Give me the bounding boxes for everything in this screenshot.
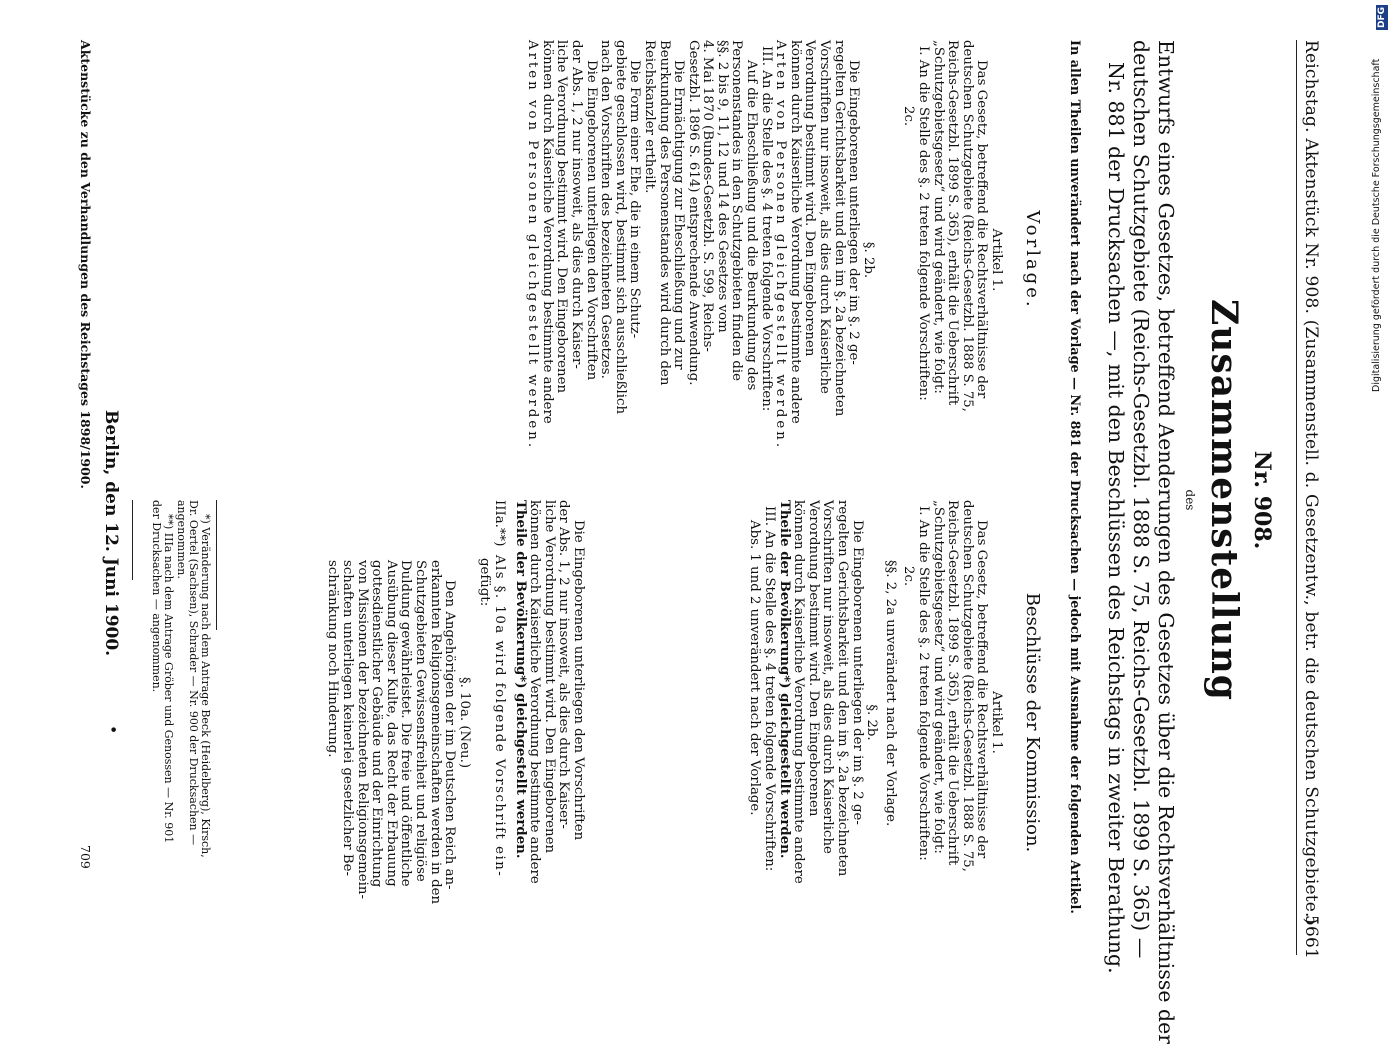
text-line: 2c. <box>901 106 917 127</box>
signature-rule <box>132 500 133 580</box>
intro-line: deutschen Schutzgebiete (Reichs-Gesetzbl. 1888 S. 75, Reichs-Gesetzbl. 1899 S. 365) — <box>1129 40 1153 959</box>
text-line: regelten Gerichtsbarkeit und den im §. 2a bezeichneten <box>835 500 851 877</box>
footnote-line: *) Veränderung nach dem Antrage Beck (Heidelberg), Kirsch, <box>199 514 212 858</box>
text-line: Die Eingeborenen unterliegen den Vorschriften <box>583 60 599 381</box>
page-number: 5661 <box>1301 915 1321 960</box>
text-line: schränkung noch Hinderung. <box>325 560 341 758</box>
text-line: gebiete geschlossen wird, bestimmt sich ausschließlich <box>612 40 628 415</box>
text-line: regelten Gerichtsbarkeit und den im §. 2a bezeichneten <box>831 40 847 417</box>
text-line: der Abs. 1, 2 nur insoweit, als dies durch Kaiser- <box>568 40 584 369</box>
left-column-heading: Vorlage. <box>1022 210 1043 310</box>
paragraph-heading: §. 2b. <box>864 704 880 741</box>
text-line: I. An die Stelle des §. 2 treten folgende Vorschriften: <box>916 46 932 401</box>
text-line: „Schutzgebietsgesetz“ und wird geändert, wie folgt: <box>930 500 946 854</box>
text-line: können durch Kaiserliche Verordnung bestimmte andere <box>527 500 543 884</box>
paragraph-heading: §. 2b. <box>860 241 876 279</box>
text-line: Arten von Personen gleichgestellt werden. <box>525 40 541 451</box>
text-line: Verordnung bestimmt wird. Den Eingeborenen <box>805 500 821 817</box>
text-line: 2c. <box>901 566 917 587</box>
footer-citation: Aktenstücke zu den Verhandlungen des Reichstages 1898/1900. <box>78 40 93 489</box>
text-line: Die Eingeborenen unterliegen der im §. 2 ge- <box>846 60 862 365</box>
text-line: Abs. 1 und 2 unverändert nach der Vorlage. <box>747 520 763 816</box>
digitisation-text: Digitalisierung gefördert durch die Deutsche Forschungsgemeinschaft <box>1371 58 1382 392</box>
text-line: Beurkundung des Personenstandes wird durch den <box>656 40 672 386</box>
running-header: Reichstag. Aktenstück Nr. 908. (Zusammenstell. d. Gesetzentw., betr. die deutschen Schutzgebiete.) <box>1301 40 1321 925</box>
text-line: Verordnung bestimmt wird. Den Eingeborenen <box>802 40 818 357</box>
text-line: der Abs. 1, 2 nur insoweit, als dies durch Kaiser- <box>556 500 572 829</box>
footer-page: 709 <box>78 845 93 869</box>
digitisation-note <box>1371 59 1382 392</box>
text-line: Das Gesetz, betreffend die Rechtsverhältnisse der <box>974 520 990 859</box>
text-line: III. An die Stelle des §. 4 treten folgende Vorschriften: <box>762 506 778 872</box>
text-line: Vorschriften nur insoweit, als dies durch Kaiserliche <box>820 500 836 854</box>
text-line: Auf die Eheschließung und die Beurkundung des <box>744 60 760 391</box>
text-line: liche Verordnung bestimmt wird. Den Eingeborenen <box>554 40 570 394</box>
text-line: Die Ermächtigung zur Eheschließung und zur <box>671 60 687 370</box>
intro-line: Nr. 881 der Drucksachen —, mit den Beschlüssen des Reichstags in zweiter Berathung. <box>1104 62 1128 974</box>
text-line: Als §. 10a wird folgende Vorschrift ein- <box>491 554 507 878</box>
text-line: deutschen Schutzgebiete (Reichs-Gesetzbl. 1888 S. 75, <box>959 40 975 412</box>
text-line: §§. 2 bis 9, 11, 12 und 14 des Gesetzes vom <box>714 40 730 333</box>
text-line: von Missionen der bezeichneten Religionsgemein- <box>354 560 370 899</box>
text-line: Die Eingeborenen unterliegen der im §. 2 ge- <box>849 520 865 825</box>
footnotes <box>150 500 211 858</box>
text-line: liche Verordnung bestimmt wird. Den Eingeborenen <box>541 500 557 854</box>
footnote-rule <box>216 500 217 630</box>
dfg-logo <box>1369 5 1388 30</box>
text-line: Duldung gewährleistet. Die freie und öffentliche <box>398 560 414 887</box>
text-line: Gesetzbl. 1896 S. 614) entsprechende Anwendung. <box>685 40 701 386</box>
article-heading: Artikel 1. <box>989 228 1004 292</box>
text-line: III. An die Stelle des §. 4 treten folgende Vorschriften: <box>758 46 774 412</box>
article-heading: Artikel 1. <box>989 691 1004 754</box>
text-line: Theile der Bevölkerung*) gleichgestellt werden. <box>776 500 792 859</box>
footnote-line: **) IIIa nach dem Antrage Gröber und Genossen — Nr. 901 <box>162 514 176 844</box>
text-line: erkannten Religionsgemeinschaften werden in den <box>427 560 443 905</box>
document-number: Nr. 908. <box>1249 450 1275 550</box>
text-line: 4. Mai 1870 (Bundes-Gesetzbl. S. 599, Reichs- <box>700 40 716 352</box>
left-column <box>525 40 1003 480</box>
intro-block <box>1103 40 1178 1044</box>
dfg-badge: DFG <box>1377 6 1387 28</box>
notice-line: In allen Theilen unverändert nach der Vorlage — Nr. 881 der Drucksachen — jedoch mit Ausnahme der folgenden Artikel. <box>1067 40 1082 914</box>
text-line: Vorschriften nur insoweit, als dies durch Kaiserliche <box>817 40 833 394</box>
text-line: Den Angehörigen der im Deutschen Reich an- <box>442 580 458 890</box>
text-line: gottesdienstlicher Gebäude und der Einrichtung <box>369 560 385 888</box>
header-rule <box>1296 40 1297 955</box>
text-line: Die Form einer Ehe, die in einem Schutz- <box>627 60 643 339</box>
text-line: nach den Vorschriften des bezeichneten Gesetzes. <box>598 40 614 379</box>
text-line: Reichskanzler ertheilt. <box>641 40 657 194</box>
text-line: können durch Kaiserliche Verordnung bestimmte andere <box>539 40 555 424</box>
text-line: Arten von Personen gleichgestellt werden. <box>773 40 789 451</box>
text-line: gefügt: <box>477 558 493 607</box>
stray-mark: ● <box>110 727 117 733</box>
text-line: I. An die Stelle des §. 2 treten folgende Vorschriften: <box>916 506 932 861</box>
text-line: Theile der Bevölkerung*) gleichgestellt werden. <box>512 500 528 859</box>
right-column <box>325 500 1003 945</box>
text-line: §§. 2, 2a unverändert nach der Vorlage. <box>882 560 898 827</box>
title-des: des <box>1183 489 1197 511</box>
footnote-line: angenommen. <box>174 500 188 579</box>
text-line: können durch Kaiserliche Verordnung bestimmte andere <box>787 40 803 424</box>
text-line: „Schutzgebietsgesetz“ und wird geändert, wie folgt: <box>930 40 946 394</box>
footnote-line: Dr. Oertel (Sachsen), Schrader — Nr. 900 der Drucksachen — <box>186 500 200 846</box>
text-line: deutschen Schutzgebiete (Reichs-Gesetzbl. 1888 S. 75, <box>959 500 975 872</box>
intro-line: Entwurfs eines Gesetzes, betreffend Aenderungen des Gesetzes über die Rechtsverhältnisse der <box>1154 40 1178 1044</box>
footnote-line: der Drucksachen — angenommen. <box>150 500 164 693</box>
right-column-heading: Beschlüsse der Kommission. <box>1022 592 1043 853</box>
text-line: Reichs-Gesetzbl. 1899 S. 365), erhält die Ueberschrift <box>945 500 961 866</box>
text-line: Ausübung dieser Kulte, das Recht der Erbauung <box>383 560 399 887</box>
text-line: Die Eingeborenen unterliegen den Vorschriften <box>570 520 586 841</box>
text-line: Schutzgebieten Gewissensfreiheit und religiöse <box>412 560 428 882</box>
signature-date: Berlin, den 12. Juni 1900. <box>101 410 121 657</box>
text-line: Reichs-Gesetzbl. 1899 S. 365), erhält die Ueberschrift <box>945 40 961 406</box>
paragraph-heading: §. 10a. (Neu.) <box>456 676 472 769</box>
item-label: IIIa.**) <box>491 500 507 547</box>
document-title: Zusammenstellung <box>1203 299 1245 701</box>
text-line: können durch Kaiserliche Verordnung bestimmte andere <box>791 500 807 884</box>
text-line: Das Gesetz, betreffend die Rechtsverhältnisse der <box>974 60 990 399</box>
text-line: schaften unterliegen keinerlei gesetzlicher Be- <box>340 560 355 877</box>
text-line: Personenstandes in den Schutzgebieten finden die <box>729 40 745 381</box>
